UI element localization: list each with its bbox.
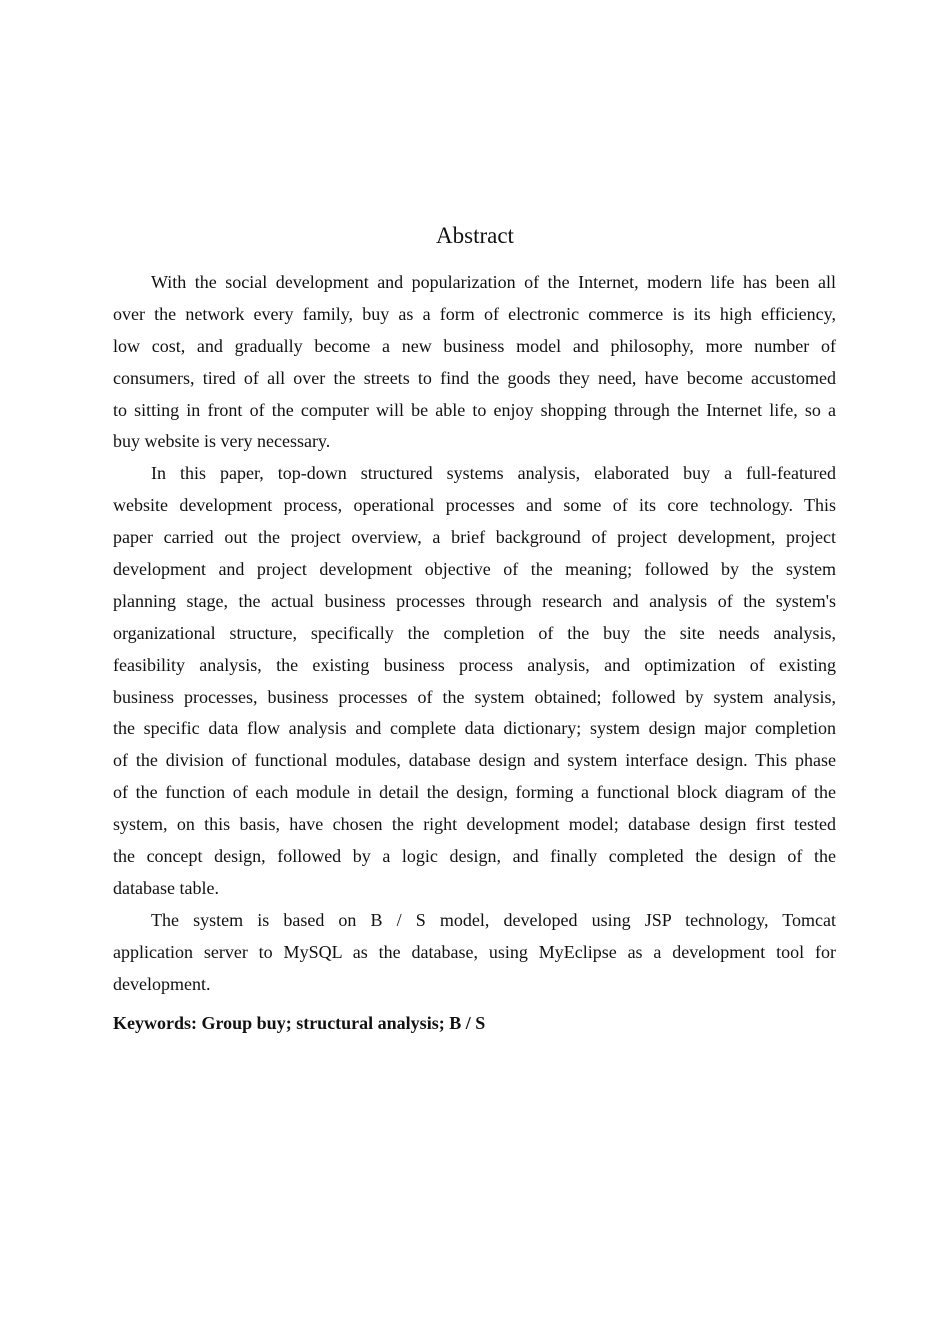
text-line: business processes, business processes of the system obtained; followed by system analysis, <box>113 686 836 707</box>
text-line: website development process, operational processes and some of its core technology. This <box>113 495 836 516</box>
text-line: With the social development and popularization of the Internet, modern life has been all <box>151 272 836 292</box>
text-line: over the network every family, buy as a form of electronic commerce is its high efficiency, <box>113 303 836 324</box>
paragraph <box>113 267 836 458</box>
paragraph <box>113 905 836 1001</box>
text-line: buy website is very necessary. <box>113 431 331 452</box>
text-line: The system is based on B / S model, developed using JSP technology, Tomcat <box>151 909 836 930</box>
text-line: planning stage, the actual business processes through research and analysis of the system's <box>113 590 836 611</box>
keywords: Keywords: Group buy; structural analysis; B / S <box>113 1013 486 1033</box>
text-line: application server to MySQL as the database, using MyEclipse as a development tool for <box>113 941 836 962</box>
text-line: of the function of each module in detail the design, forming a functional block diagram of the <box>113 782 836 803</box>
text-line: of the division of functional modules, database design and system interface design. This phase <box>113 750 836 771</box>
text-line: low cost, and gradually become a new business model and philosophy, more number of <box>113 335 836 356</box>
text-line: the specific data flow analysis and complete data dictionary; system design major completion <box>113 718 836 739</box>
text-line: paper carried out the project overview, a brief background of project development, project <box>113 527 836 548</box>
text-line: system, on this basis, have chosen the right development model; database design first tested <box>113 814 836 835</box>
text-line: the concept design, followed by a logic design, and finally completed the design of the <box>113 846 836 867</box>
abstract-title: Abstract <box>436 223 514 248</box>
paragraph <box>113 458 836 904</box>
text-line: consumers, tired of all over the streets to find the goods they need, have become accustomed <box>113 367 836 388</box>
text-line: feasibility analysis, the existing business process analysis, and optimization of existing <box>113 654 836 675</box>
abstract-body <box>113 267 836 1000</box>
text-line: In this paper, top-down structured systems analysis, elaborated buy a full-featured <box>151 463 836 484</box>
text-line: database table. <box>113 877 219 898</box>
text-line: to sitting in front of the computer will be able to enjoy shopping through the Internet life, so a <box>113 399 836 420</box>
text-line: development. <box>113 973 211 994</box>
text-line: development and project development objective of the meaning; followed by the system <box>113 559 836 580</box>
text-line: organizational structure, specifically the completion of the buy the site needs analysis, <box>113 622 836 643</box>
